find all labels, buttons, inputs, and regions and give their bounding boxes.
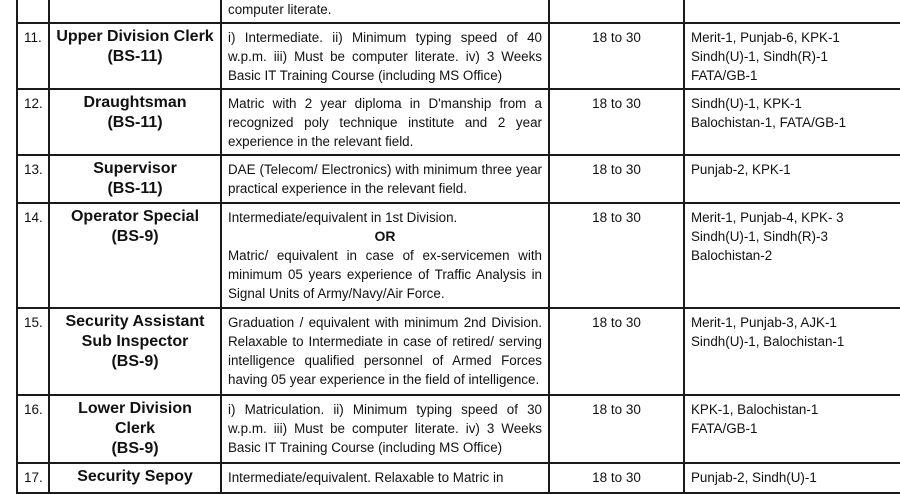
quota-line: Sindh(U)-1, Sindh(R)-3 bbox=[691, 229, 828, 244]
table-row bbox=[17, 395, 900, 463]
table-row bbox=[17, 463, 900, 493]
quota-line: Balochistan-1, FATA/GB-1 bbox=[691, 115, 847, 130]
quota-line: Punjab-2, KPK-1 bbox=[691, 162, 791, 177]
pay-scale: (BS-11) bbox=[107, 114, 163, 131]
qualification-text: Graduation / equivalent with minimum 2nd Division. Relaxable to Intermediate in case of retired/ serving intelligence qualified personnel of Armed Forces having 05 year experience in the field of intelligence. bbox=[228, 315, 542, 387]
serial-number-cell: 11. bbox=[17, 23, 49, 89]
qualification-text: Intermediate/equivalent. Relaxable to Matric in bbox=[228, 470, 504, 485]
post-name-cell bbox=[49, 23, 221, 89]
post-title: Operator Special bbox=[70, 208, 200, 225]
age-limit-cell: 18 to 30 bbox=[549, 203, 684, 308]
quota-line: Sindh(U)-1, Sindh(R)-1 bbox=[691, 49, 828, 64]
quota-line: Sindh(U)-1, KPK-1 bbox=[691, 96, 802, 111]
qualification-text: i) Matriculation. ii) Minimum typing speed of 30 w.p.m. iii) Must be computer literate. iv) 3 Weeks Basic IT Training Course (including MS Office) bbox=[228, 402, 542, 455]
serial-number-cell: 15. bbox=[17, 308, 49, 395]
age-limit-cell: 18 to 30 bbox=[549, 23, 684, 89]
post-name-cell bbox=[49, 463, 221, 493]
post-name-cell bbox=[49, 155, 221, 203]
qualification-cell bbox=[221, 308, 549, 395]
qualification-cell bbox=[221, 89, 549, 155]
serial-number-cell: 14. bbox=[17, 203, 49, 308]
qualification-cell bbox=[221, 203, 549, 308]
quota-cell bbox=[684, 155, 900, 203]
qualification-cell bbox=[221, 395, 549, 463]
quota-line: FATA/GB-1 bbox=[691, 68, 758, 83]
pay-scale: (BS-9) bbox=[111, 440, 159, 457]
serial-number-cell: 17. bbox=[17, 463, 49, 493]
quota-line: Merit-1, Punjab-6, KPK-1 bbox=[691, 30, 840, 45]
quota-cell bbox=[684, 89, 900, 155]
serial-number-cell: 16. bbox=[17, 395, 49, 463]
qualification-cell bbox=[221, 23, 549, 89]
post-title: Upper Division Clerk bbox=[56, 28, 214, 45]
quota-cell bbox=[684, 395, 900, 463]
qualification-text: i) Intermediate. ii) Minimum typing speed of 40 w.p.m. iii) Must be computer literate. iv) 3 Weeks Basic IT Training Course (including MS Office) bbox=[228, 30, 542, 83]
post-title: Supervisor bbox=[93, 160, 177, 177]
table-row bbox=[17, 23, 900, 89]
quota-line: Sindh(U)-1, Balochistan-1 bbox=[691, 334, 845, 349]
post-name-cell bbox=[49, 308, 221, 395]
qualification-cell bbox=[221, 463, 549, 493]
quota-cell bbox=[684, 308, 900, 395]
quota-line: Merit-1, Punjab-4, KPK- 3 bbox=[691, 210, 844, 225]
quota-line: Balochistan-2 bbox=[691, 248, 773, 263]
pay-scale: (BS-9) bbox=[111, 228, 159, 245]
pay-scale: (BS-11) bbox=[107, 48, 163, 65]
or-separator: OR bbox=[374, 228, 396, 244]
table-row bbox=[17, 203, 900, 308]
post-name-cell bbox=[49, 395, 221, 463]
quota-line: Merit-1, Punjab-3, AJK-1 bbox=[691, 315, 837, 330]
table-row bbox=[17, 89, 900, 155]
age-limit-cell: 18 to 30 bbox=[549, 89, 684, 155]
serial-number-cell: 13. bbox=[17, 155, 49, 203]
quota-line: FATA/GB-1 bbox=[691, 421, 758, 436]
quota-cell bbox=[684, 463, 900, 493]
post-title: Security Sepoy bbox=[77, 468, 193, 485]
qualification-cell bbox=[221, 155, 549, 203]
table-row bbox=[17, 155, 900, 203]
post-name-cell bbox=[49, 89, 221, 155]
post-title: Draughtsman bbox=[83, 94, 187, 111]
post-name-cell bbox=[49, 203, 221, 308]
pay-scale: (BS-11) bbox=[107, 180, 163, 197]
post-title: Lower Division Clerk bbox=[78, 400, 192, 437]
qualification-text: Matric/ equivalent in case of ex-servicemen with minimum 05 years experience of Traffic Analysis in Signal Units of Army/Navy/Air Force. bbox=[228, 248, 542, 301]
pay-scale: (BS-9) bbox=[111, 353, 159, 370]
age-limit-cell: 18 to 30 bbox=[549, 155, 684, 203]
post-title: Security Assistant Sub Inspector bbox=[65, 313, 205, 350]
qualification-text: DAE (Telecom/ Electronics) with minimum three year practical experience in the relevant field. bbox=[228, 162, 542, 196]
age-limit-cell: 18 to 30 bbox=[549, 463, 684, 493]
qualification-text: Intermediate/equivalent in 1st Division. bbox=[228, 210, 458, 225]
quota-cell bbox=[684, 203, 900, 308]
age-limit-cell: 18 to 30 bbox=[549, 395, 684, 463]
qualification-text: Matric with 2 year diploma in D'manship from a recognized poly technique institute and 2 year experience in the relevant field. bbox=[228, 96, 542, 149]
quota-cell bbox=[684, 23, 900, 89]
table-row-fragment bbox=[17, 0, 900, 23]
quota-line: Punjab-2, Sindh(U)-1 bbox=[691, 470, 817, 485]
qualification-cell: computer literate. bbox=[221, 0, 549, 23]
serial-number-cell: 12. bbox=[17, 89, 49, 155]
table-row bbox=[17, 308, 900, 395]
posts-table bbox=[16, 0, 900, 494]
quota-line: KPK-1, Balochistan-1 bbox=[691, 402, 819, 417]
age-limit-cell: 18 to 30 bbox=[549, 308, 684, 395]
